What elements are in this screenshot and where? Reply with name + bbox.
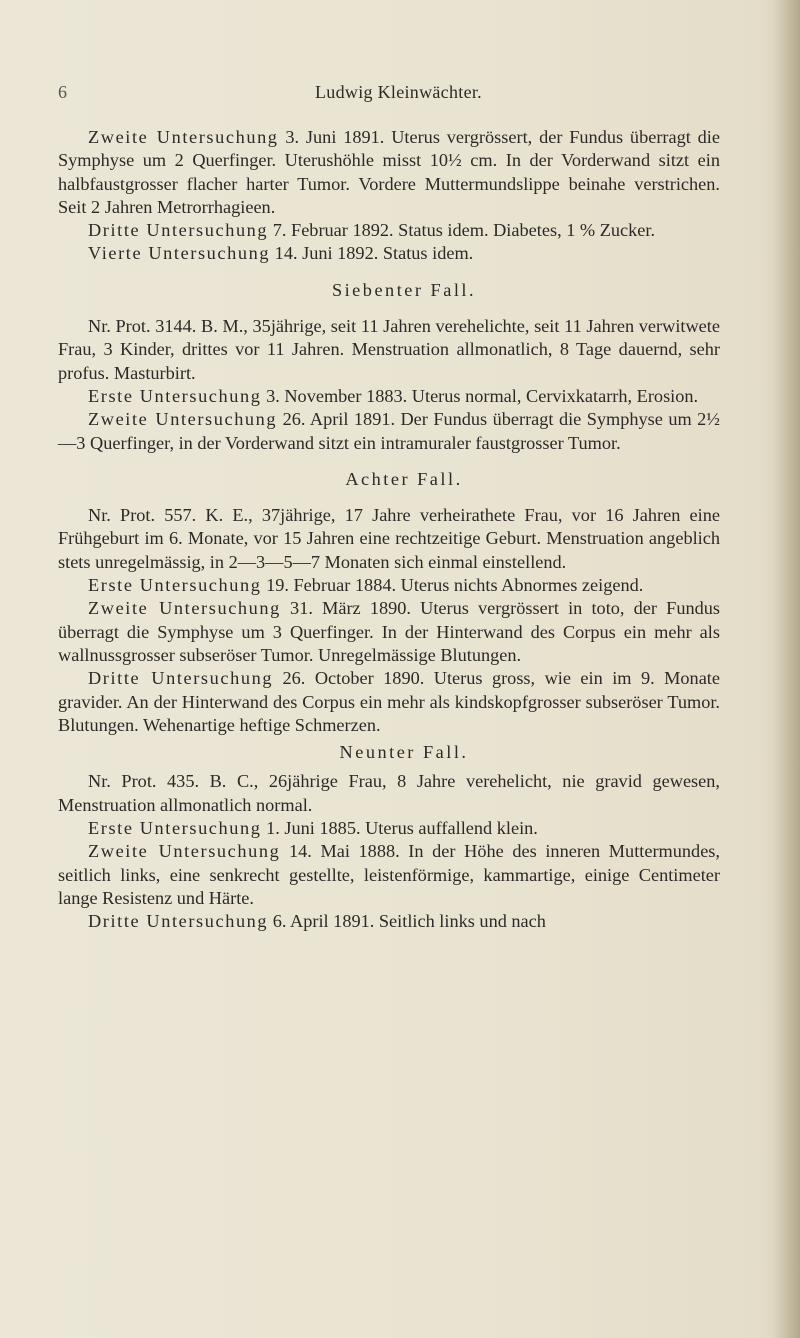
running-head: Ludwig Kleinwächter. (315, 82, 482, 102)
paragraph-text: 31. März 1890. Uterus vergrössert in toto, der Fundus überragt die Symphyse um 3 Querfinger. In der Hinterwand des Corpus ein mehr als wallnussgrosser subseröser Tumor. Unregelmässige Blutungen. (58, 598, 721, 665)
section-heading: Siebenter Fall. (331, 279, 477, 300)
section-heading: Achter Fall. (345, 468, 463, 489)
paragraph (58, 910, 720, 933)
spacer (58, 455, 720, 468)
page-number: 6 (58, 82, 67, 102)
exam-label: Dritte Untersuchung (88, 911, 269, 932)
paragraph (58, 574, 720, 597)
exam-label: Erste Untersuchung (88, 818, 262, 839)
paragraph-text: 3. November 1883. Uterus normal, Cervixkatarrh, Erosion. (261, 385, 699, 406)
exam-label: Zweite Untersuchung (88, 127, 279, 147)
paragraph-text: 26. April 1891. Der Fundus überragt die Symphyse um 2½—3 Querfinger, in der Vorderwand sitzt ein intramuraler faustgrosser Tumor. (58, 409, 720, 453)
paragraph-text: 14. Mai 1888. In der Höhe des inneren Muttermundes, seitlich links, eine senkrecht gestellte, leistenförmige, kammartige, einige Centimeter lange Resistenz und Härte. (58, 841, 720, 908)
paragraph (58, 504, 720, 574)
paragraph-text: 26. October 1890. Uterus gross, wie ein im 9. Monate gravider. An der Hinterwand des Corpus ein mehr als kindskopfgrosser subseröser Tumor. Blutungen. Wehenartige heftige Schmerzen. (58, 668, 720, 735)
exam-label: Zweite Untersuchung (88, 598, 281, 619)
paragraph (58, 770, 720, 817)
page-edge-shadow (772, 0, 800, 1338)
paragraph-text: 3. Juni 1891. Uterus vergrössert, der Fundus überragt die Symphyse um 2 Querfinger. Uterushöhle misst 10½ cm. In der Vorderwand sitzt ein halbfaustgrosser flacher harter Tumor. Vordere Muttermundslippe beinahe verstrichen. Seit 2 Jahren Metrorrhagieen. (58, 127, 720, 217)
exam-label: Vierte Untersuchung (88, 243, 271, 264)
paragraph (58, 597, 720, 667)
paragraph (58, 242, 720, 265)
exam-label: Dritte Untersuchung (88, 220, 269, 241)
paragraph (58, 219, 720, 242)
paragraph-text: Nr. Prot. 435. B. C., 26jährige Frau, 8 Jahre verehelicht, nie gravid gewesen, Menstruation allmonatlich normal. (58, 771, 720, 815)
paragraph (58, 315, 720, 385)
section-heading: Neunter Fall. (339, 742, 469, 763)
paragraph-text: 7. Februar 1892. Status idem. Diabetes, 1 % Zucker. (268, 220, 656, 241)
paragraph (58, 385, 720, 408)
exam-label: Erste Untersuchung (88, 575, 262, 596)
paragraph (58, 408, 720, 455)
paragraph-text: Nr. Prot. 3144. B. M., 35jährige, seit 11 Jahren verehelichte, seit 11 Jahren verwitwete Frau, 3 Kinder, drittes vor 11 Jahren. Menstruation allmonatlich, 8 Tage dauernd, sehr profus. Masturbirt. (58, 316, 720, 383)
body-text (58, 126, 720, 934)
spacer (58, 266, 720, 279)
exam-label: Zweite Untersuchung (88, 841, 281, 862)
exam-label: Zweite Untersuchung (88, 409, 278, 430)
paragraph-text: 14. Juni 1892. Status idem. (270, 243, 474, 264)
exam-label: Dritte Untersuchung (88, 668, 274, 689)
paragraph-text: 1. Juni 1885. Uterus auffallend klein. (261, 818, 538, 839)
spacer (58, 302, 720, 315)
paragraph-text: 19. Februar 1884. Uterus nichts Abnormes zeigend. (261, 575, 644, 596)
page-header (58, 82, 718, 106)
spacer (58, 491, 720, 504)
paragraph (58, 667, 720, 737)
paragraph (58, 817, 720, 840)
paragraph (58, 840, 720, 910)
paragraph-text: Nr. Prot. 557. K. E., 37jährige, 17 Jahre verheirathete Frau, vor 16 Jahren eine Frühgeburt im 6. Monate, vor 15 Jahren eine rechtzeitige Geburt. Menstruation angeblich stets unregelmässig, in 2—3—5—7 Monaten sich einmal einstellend. (58, 505, 720, 572)
paragraph-text: 6. April 1891. Seitlich links und nach (268, 911, 546, 932)
paragraph (58, 126, 720, 219)
exam-label: Erste Untersuchung (88, 385, 262, 406)
